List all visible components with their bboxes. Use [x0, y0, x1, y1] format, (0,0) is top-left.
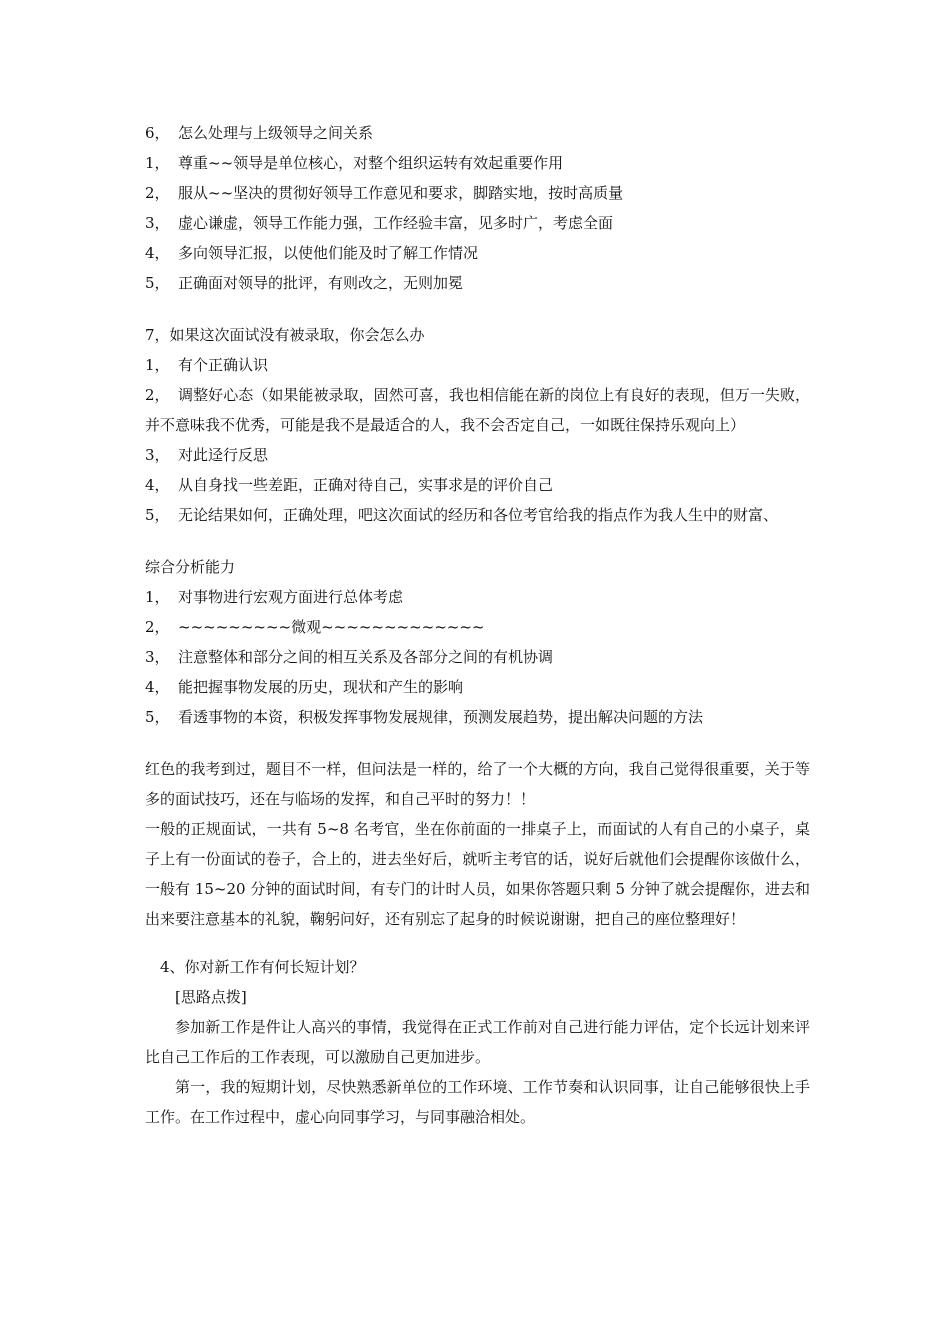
section-title-7: 7，如果这次面试没有被录取，你会怎么办	[145, 326, 425, 344]
item-text: 尊重~~领导是单位核心，对整个组织运转有效起重要作用	[178, 154, 564, 172]
item-text: ~~~~~~~~~微观~~~~~~~~~~~~~	[178, 618, 485, 636]
item-number: 4，	[145, 244, 170, 262]
section-title-analysis: 综合分析能力	[145, 558, 236, 576]
list-item	[145, 238, 810, 268]
section-number: 6，	[145, 124, 170, 142]
list-item	[145, 642, 810, 672]
paragraph-short-term-plan: 第一，我的短期计划，尽快熟悉新单位的工作环境、工作节奏和认识同事，让自己能够很快上手工作。在工作过程中，虚心向同事学习，与同事融洽相处。	[145, 1078, 810, 1126]
item-text: 对事物进行宏观方面进行总体考虑	[178, 588, 404, 606]
item-text: 多向领导汇报，以使他们能及时了解工作情况	[178, 244, 479, 262]
list-item	[145, 612, 810, 642]
item-text: 虚心谦虚，领导工作能力强，工作经验丰富，见多时广，考虑全面	[178, 214, 614, 232]
item-number: 5，	[145, 708, 170, 726]
list-item	[145, 268, 810, 298]
spacer	[145, 530, 810, 552]
document-page	[145, 118, 810, 1132]
item-text: 服从~~坚决的贯彻好领导工作意见和要求，脚踏实地，按时高质量	[178, 184, 624, 202]
spacer	[145, 298, 810, 320]
item-number: 1，	[145, 154, 170, 172]
item-text: 从自身找一些差距，正确对待自己，实事求是的评价自己	[178, 476, 554, 494]
item-number: 5，	[145, 274, 170, 292]
hint-label: [思路点拨]	[175, 988, 247, 1006]
list-item	[145, 178, 810, 208]
list-item	[145, 672, 810, 702]
item-text: 注意整体和部分之间的相互关系及各部分之间的有机协调	[178, 648, 554, 666]
item-text: 有个正确认识	[178, 356, 269, 374]
list-item	[145, 440, 810, 470]
section-title-6	[145, 118, 810, 148]
item-number: 2，	[145, 386, 170, 404]
item-number: 3，	[145, 648, 170, 666]
item-number: 5，	[145, 506, 170, 524]
item-number: 2，	[145, 184, 170, 202]
list-item	[145, 208, 810, 238]
item-number: 4，	[145, 476, 170, 494]
item-text: 正确面对领导的批评，有则改之，无则加冕	[178, 274, 464, 292]
spacer	[145, 732, 810, 754]
list-item	[145, 380, 810, 440]
paragraph-answer-intro: 参加新工作是件让人高兴的事情，我觉得在正式工作前对自己进行能力评估，定个长远计划来评比自己工作后的工作表现，可以激励自己更加进步。	[145, 1018, 810, 1066]
item-text: 能把握事物发展的历史，现状和产生的影响	[178, 678, 464, 696]
item-number: 3，	[145, 446, 170, 464]
item-number: 2，	[145, 618, 170, 636]
paragraph-interview-process: 一般的正规面试，一共有 5~8 名考官，坐在你前面的一排桌子上，而面试的人有自己的小桌子，桌子上有一份面试的卷子，合上的，进去坐好后，就听主考官的话，说好后就他们会提醒你该做什么，一般有 15~20 分钟的面试时间，有专门的计时人员，如果你答题只剩 5 分钟了就会提醒你，进去和出来要注意基本的礼貌，鞠躬问好，还有别忘了起身的时候说谢谢，把自己的座位整理好！	[145, 820, 810, 928]
question-title: 4、你对新工作有何长短计划？	[160, 958, 365, 976]
list-item	[145, 582, 810, 612]
list-item	[145, 350, 810, 380]
item-number: 1，	[145, 588, 170, 606]
item-number: 3，	[145, 214, 170, 232]
list-item	[145, 470, 810, 500]
spacer	[145, 934, 810, 952]
item-text: 对此迳行反思	[178, 446, 269, 464]
item-text: 调整好心态（如果能被录取，固然可喜，我也相信能在新的岗位上有良好的表现，但万一失败，并不意味我不优秀，可能是我不是最适合的人，我不会否定自己，一如既往保持乐观向上）	[145, 386, 810, 434]
list-item	[145, 148, 810, 178]
item-text: 看透事物的本资，积极发挥事物发展规律，预测发展趋势，提出解决问题的方法	[178, 708, 704, 726]
paragraph-notes: 红色的我考到过，题目不一样，但问法是一样的，给了一个大概的方向，我自己觉得很重要，关于等多的面试技巧，还在与临场的发挥，和自己平时的努力！！	[145, 760, 810, 808]
item-number: 4，	[145, 678, 170, 696]
list-item	[145, 500, 810, 530]
item-text: 无论结果如何，正确处理，吧这次面试的经历和各位考官给我的指点作为我人生中的财富、	[178, 506, 779, 524]
item-number: 1，	[145, 356, 170, 374]
section-title-text: 怎么处理与上级领导之间关系	[178, 124, 374, 142]
list-item	[145, 702, 810, 732]
